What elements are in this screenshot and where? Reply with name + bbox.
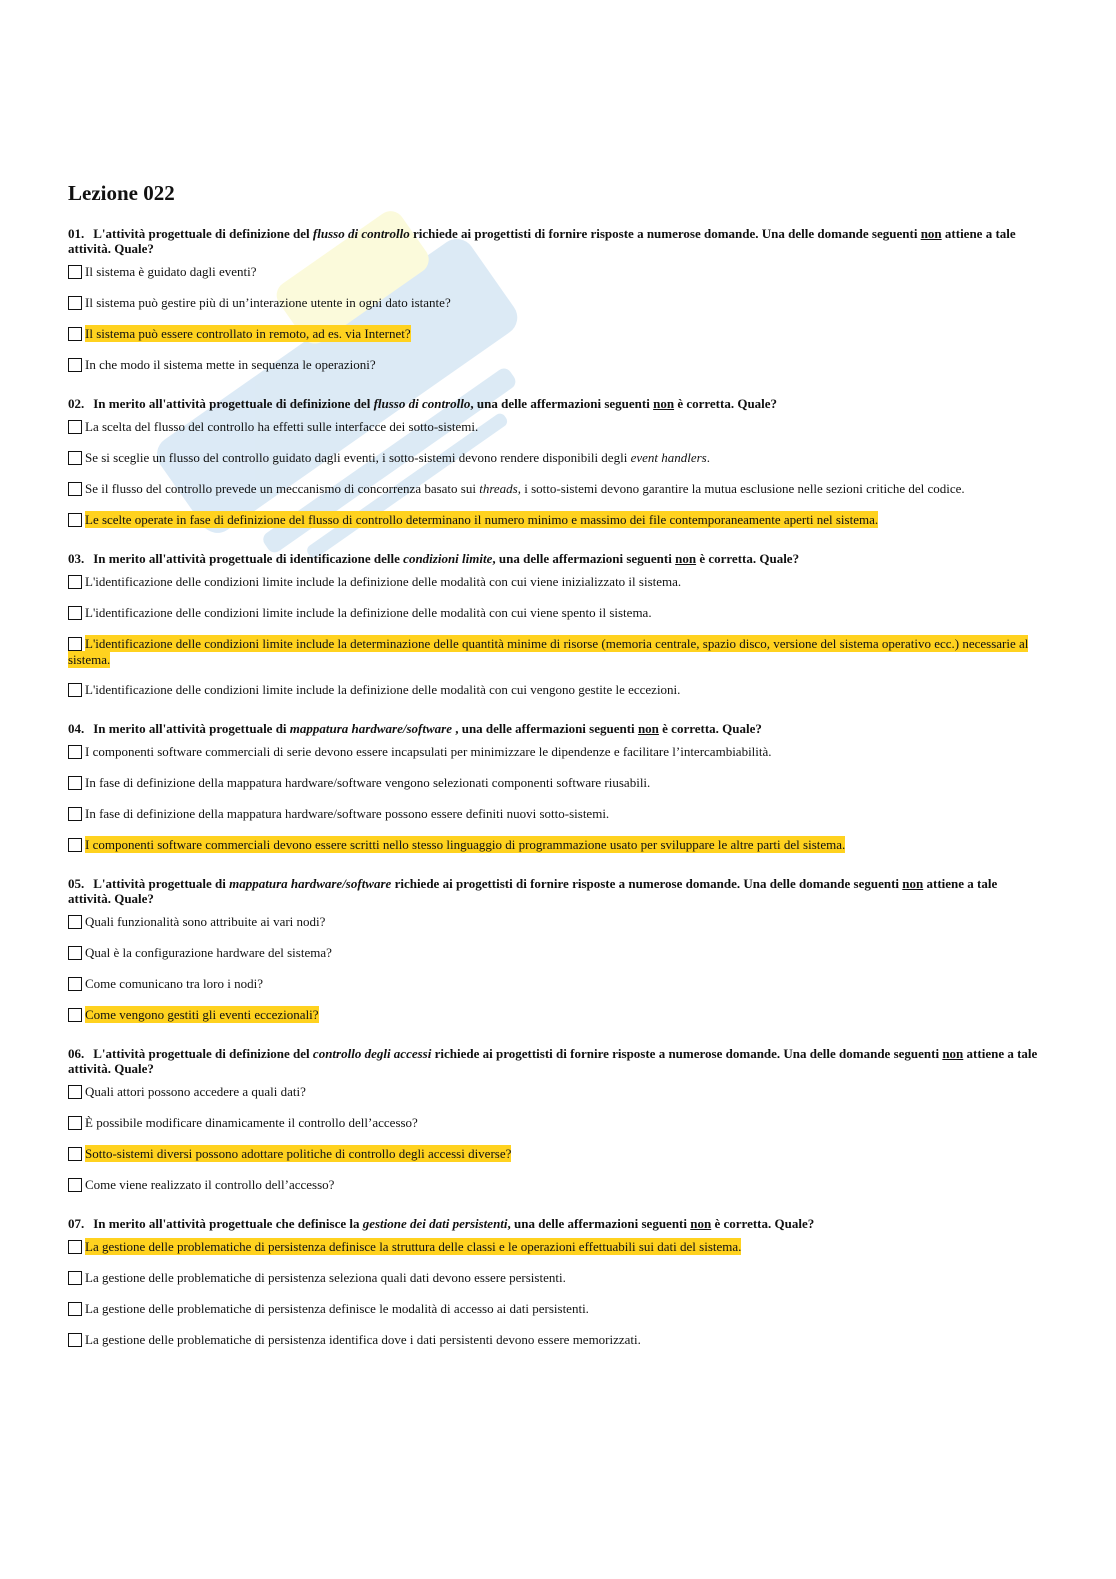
answer-option[interactable] (68, 976, 1040, 993)
answer-option[interactable] (68, 1332, 1040, 1349)
checkbox-icon[interactable] (68, 1085, 82, 1099)
underlined-text: non (653, 396, 675, 411)
answer-label (85, 264, 256, 279)
text-segment: Se si sceglie un flusso del controllo guidato dagli eventi, i sotto-sistemi devono rendere disponibili degli (85, 450, 631, 465)
text-segment: L'attività progettuale di (93, 876, 230, 891)
text-segment: In merito all'attività progettuale di definizione del (93, 396, 374, 411)
checkbox-icon[interactable] (68, 1333, 82, 1347)
underlined-text: non (902, 876, 924, 891)
text-segment: Se il flusso del controllo prevede un meccanismo di concorrenza basato sui (85, 481, 480, 496)
question-number: 07. (68, 1216, 85, 1231)
question-number: 03. (68, 551, 85, 566)
answer-option[interactable] (68, 1270, 1040, 1287)
answer-label (85, 1301, 589, 1316)
underlined-text: non (920, 226, 942, 241)
answer-label (85, 945, 332, 960)
text-segment: richiede ai progettisti di fornire risposte a numerose domande. Una delle domande seguenti (409, 226, 921, 241)
text-segment: richiede ai progettisti di fornire risposte a numerose domande. Una delle domande seguenti (391, 876, 903, 891)
text-segment: L'attività progettuale di definizione del (93, 1046, 313, 1061)
text-segment: è corretta. Quale? (658, 721, 762, 736)
answer-option[interactable] (68, 419, 1040, 436)
text-segment: è corretta. Quale? (696, 551, 800, 566)
underlined-text: non (942, 1046, 964, 1061)
text-segment: La scelta del flusso del controllo ha effetti sulle interfacce dei sotto-sistemi. (85, 419, 479, 434)
checkbox-icon[interactable] (68, 327, 82, 341)
text-segment: In che modo il sistema mette in sequenza le operazioni? (85, 357, 376, 372)
answer-option[interactable] (68, 837, 1040, 854)
question-text (68, 551, 1040, 566)
question-5 (68, 876, 1040, 1024)
question-list (68, 226, 1040, 1349)
text-segment: In fase di definizione della mappatura hardware/software possono essere definiti nuovi sotto-sistemi. (85, 806, 610, 821)
text-segment: , una delle affermazioni seguenti (492, 551, 676, 566)
answer-label (85, 775, 650, 790)
text-segment: I componenti software commerciali devono essere scritti nello stesso linguaggio di programmazione usato per sviluppare le altre parti del sistema. (85, 837, 846, 852)
answer-option[interactable] (68, 775, 1040, 792)
checkbox-icon[interactable] (68, 606, 82, 620)
answer-label (85, 682, 680, 697)
emphasis-text: flusso di controllo (373, 396, 471, 411)
question-number: 01. (68, 226, 85, 241)
checkbox-icon[interactable] (68, 1178, 82, 1192)
answer-label-highlighted (85, 511, 878, 528)
question-3 (68, 551, 1040, 699)
answer-label (85, 419, 478, 434)
answer-label (85, 357, 376, 372)
answer-label-highlighted (85, 325, 411, 342)
text-segment: La gestione delle problematiche di persistenza definisce la struttura delle classi e le operazioni effettuabili sui dati del sistema. (85, 1239, 742, 1254)
text-segment: L'identificazione delle condizioni limite include la definizione delle modalità con cui viene spento il sistema. (85, 605, 652, 620)
document (68, 180, 1040, 1371)
answer-label (85, 914, 325, 929)
checkbox-icon[interactable] (68, 776, 82, 790)
text-segment: è corretta. Quale? (711, 1216, 815, 1231)
answer-option[interactable] (68, 574, 1040, 591)
answer-label (85, 605, 652, 620)
underlined-text: non (637, 721, 659, 736)
answer-option[interactable] (68, 744, 1040, 761)
text-segment: La gestione delle problematiche di persistenza seleziona quali dati devono essere persistenti. (85, 1270, 566, 1285)
checkbox-icon[interactable] (68, 420, 82, 434)
checkbox-icon[interactable] (68, 637, 82, 651)
checkbox-icon[interactable] (68, 358, 82, 372)
text-segment: Come vengono gestiti gli eventi eccezionali? (85, 1007, 319, 1022)
answer-option[interactable] (68, 1177, 1040, 1194)
checkbox-icon[interactable] (68, 296, 82, 310)
question-2 (68, 396, 1040, 529)
text-segment: è corretta. Quale? (674, 396, 778, 411)
question-text (68, 876, 1040, 906)
underlined-text: non (690, 1216, 712, 1231)
text-segment: . (706, 450, 710, 465)
checkbox-icon[interactable] (68, 451, 82, 465)
checkbox-icon[interactable] (68, 1147, 82, 1161)
answer-option[interactable] (68, 1007, 1040, 1024)
emphasis-text: mappatura hardware/software (289, 721, 452, 736)
text-segment: attiene a tale attività. Quale? (68, 1046, 1038, 1076)
text-segment: Sotto-sistemi diversi possono adottare politiche di controllo degli accessi diverse? (85, 1146, 512, 1161)
text-segment: Quali funzionalità sono attribuite ai vari nodi? (85, 914, 326, 929)
text-segment: In merito all'attività progettuale di identificazione delle (93, 551, 404, 566)
question-number: 04. (68, 721, 85, 736)
answer-label (85, 806, 609, 821)
lesson-title: Lezione 022 (68, 181, 175, 205)
emphasis-text: flusso di controllo (312, 226, 410, 241)
answer-option[interactable] (68, 450, 1040, 467)
checkbox-icon[interactable] (68, 915, 82, 929)
text-segment: , una delle affermazioni seguenti (507, 1216, 691, 1231)
answer-label-highlighted (85, 1238, 741, 1255)
text-segment: Quali attori possono accedere a quali dati? (85, 1084, 306, 1099)
text-segment: In merito all'attività progettuale di (93, 721, 290, 736)
answer-label-highlighted (68, 635, 1028, 668)
text-segment: attiene a tale attività. Quale? (68, 876, 998, 906)
answer-option[interactable] (68, 605, 1040, 622)
text-segment: Il sistema può gestire più di un’interazione utente in ogni dato istante? (85, 295, 451, 310)
answer-option[interactable] (68, 945, 1040, 962)
answer-option[interactable] (68, 512, 1040, 529)
answer-option[interactable] (68, 357, 1040, 374)
emphasis-text: condizioni limite (403, 551, 493, 566)
checkbox-icon[interactable] (68, 265, 82, 279)
checkbox-icon[interactable] (68, 513, 82, 527)
answer-label (85, 1115, 418, 1130)
checkbox-icon[interactable] (68, 1271, 82, 1285)
answer-option[interactable] (68, 295, 1040, 312)
text-segment: L'identificazione delle condizioni limite include la definizione delle modalità con cui vengono gestite le eccezioni. (85, 682, 681, 697)
question-6 (68, 1046, 1040, 1194)
text-segment: La gestione delle problematiche di persistenza definisce le modalità di accesso ai dati persistenti. (85, 1301, 589, 1316)
text-segment: È possibile modificare dinamicamente il controllo dell’accesso? (85, 1115, 418, 1130)
text-segment: , una delle affermazioni seguenti (470, 396, 654, 411)
text-segment: Le scelte operate in fase di definizione del flusso di controllo determinano il numero minimo e massimo dei file contemporaneamente aperti nel sistema. (85, 512, 879, 527)
answer-label-highlighted (85, 1145, 511, 1162)
emphasis-text: gestione dei dati persistenti (362, 1216, 508, 1231)
checkbox-icon[interactable] (68, 946, 82, 960)
text-segment: Qual è la configurazione hardware del sistema? (85, 945, 332, 960)
text-segment: , una delle affermazioni seguenti (451, 721, 638, 736)
emphasis-text: threads (479, 481, 518, 496)
question-1 (68, 226, 1040, 374)
checkbox-icon[interactable] (68, 1116, 82, 1130)
question-4 (68, 721, 1040, 854)
answer-label (85, 574, 681, 589)
question-text (68, 1046, 1040, 1076)
answer-option[interactable] (68, 1084, 1040, 1101)
answer-label (85, 450, 710, 465)
answer-option[interactable] (68, 1146, 1040, 1163)
text-segment: I componenti software commerciali di serie devono essere incapsulati per minimizzare le dipendenze e facilitare l’intercambiabilità. (85, 744, 772, 759)
emphasis-text: event handlers (630, 450, 707, 465)
answer-option[interactable] (68, 1301, 1040, 1318)
checkbox-icon[interactable] (68, 1302, 82, 1316)
answer-label (85, 481, 965, 496)
text-segment: L'attività progettuale di definizione del (93, 226, 313, 241)
answer-label (85, 1332, 641, 1347)
text-segment: La gestione delle problematiche di persistenza identifica dove i dati persistenti devono essere memorizzati. (85, 1332, 641, 1347)
answer-label (85, 295, 451, 310)
answer-label (85, 1177, 334, 1192)
emphasis-text: controllo degli accessi (312, 1046, 432, 1061)
checkbox-icon[interactable] (68, 482, 82, 496)
checkbox-icon[interactable] (68, 745, 82, 759)
answer-option[interactable] (68, 326, 1040, 343)
text-segment: Come viene realizzato il controllo dell’accesso? (85, 1177, 335, 1192)
text-segment: Il sistema può essere controllato in remoto, ad es. via Internet? (85, 326, 411, 341)
answer-option[interactable] (68, 914, 1040, 931)
question-7 (68, 1216, 1040, 1349)
answer-option[interactable] (68, 264, 1040, 281)
text-segment: In fase di definizione della mappatura hardware/software vengono selezionati componenti software riusabili. (85, 775, 651, 790)
answer-label-highlighted (85, 1006, 319, 1023)
checkbox-icon[interactable] (68, 683, 82, 697)
underlined-text: non (675, 551, 697, 566)
checkbox-icon[interactable] (68, 1240, 82, 1254)
emphasis-text: mappatura hardware/software (229, 876, 392, 891)
answer-option[interactable] (68, 1239, 1040, 1256)
answer-label-highlighted (85, 836, 845, 853)
question-number: 06. (68, 1046, 85, 1061)
text-segment: Come comunicano tra loro i nodi? (85, 976, 263, 991)
question-text (68, 226, 1040, 256)
checkbox-icon[interactable] (68, 1008, 82, 1022)
text-segment: L'identificazione delle condizioni limite include la determinazione delle quantità minime di risorse (memoria centrale, spazio disco, versione del sistema operativo ecc.) necessarie al sistema. (68, 636, 1029, 667)
text-segment: , i sotto-sistemi devono garantire la mutua esclusione nelle sezioni critiche del codice. (517, 481, 965, 496)
question-number: 02. (68, 396, 85, 411)
text-segment: attiene a tale attività. Quale? (68, 226, 1016, 256)
checkbox-icon[interactable] (68, 977, 82, 991)
text-segment: Il sistema è guidato dagli eventi? (85, 264, 257, 279)
answer-option[interactable] (68, 1115, 1040, 1132)
question-text (68, 396, 1040, 411)
answer-option[interactable] (68, 481, 1040, 498)
answer-option[interactable] (68, 636, 1040, 668)
text-segment: richiede ai progettisti di fornire risposte a numerose domande. Una delle domande seguenti (431, 1046, 943, 1061)
answer-option[interactable] (68, 682, 1040, 699)
checkbox-icon[interactable] (68, 575, 82, 589)
text-segment: In merito all'attività progettuale che definisce la (93, 1216, 363, 1231)
answer-label (85, 1084, 306, 1099)
question-number: 05. (68, 876, 85, 891)
answer-label (85, 1270, 566, 1285)
checkbox-icon[interactable] (68, 807, 82, 821)
answer-option[interactable] (68, 806, 1040, 823)
question-text (68, 721, 1040, 736)
answer-label (85, 744, 772, 759)
text-segment: L'identificazione delle condizioni limite include la definizione delle modalità con cui viene inizializzato il sistema. (85, 574, 682, 589)
checkbox-icon[interactable] (68, 838, 82, 852)
answer-label (85, 976, 263, 991)
question-text (68, 1216, 1040, 1231)
